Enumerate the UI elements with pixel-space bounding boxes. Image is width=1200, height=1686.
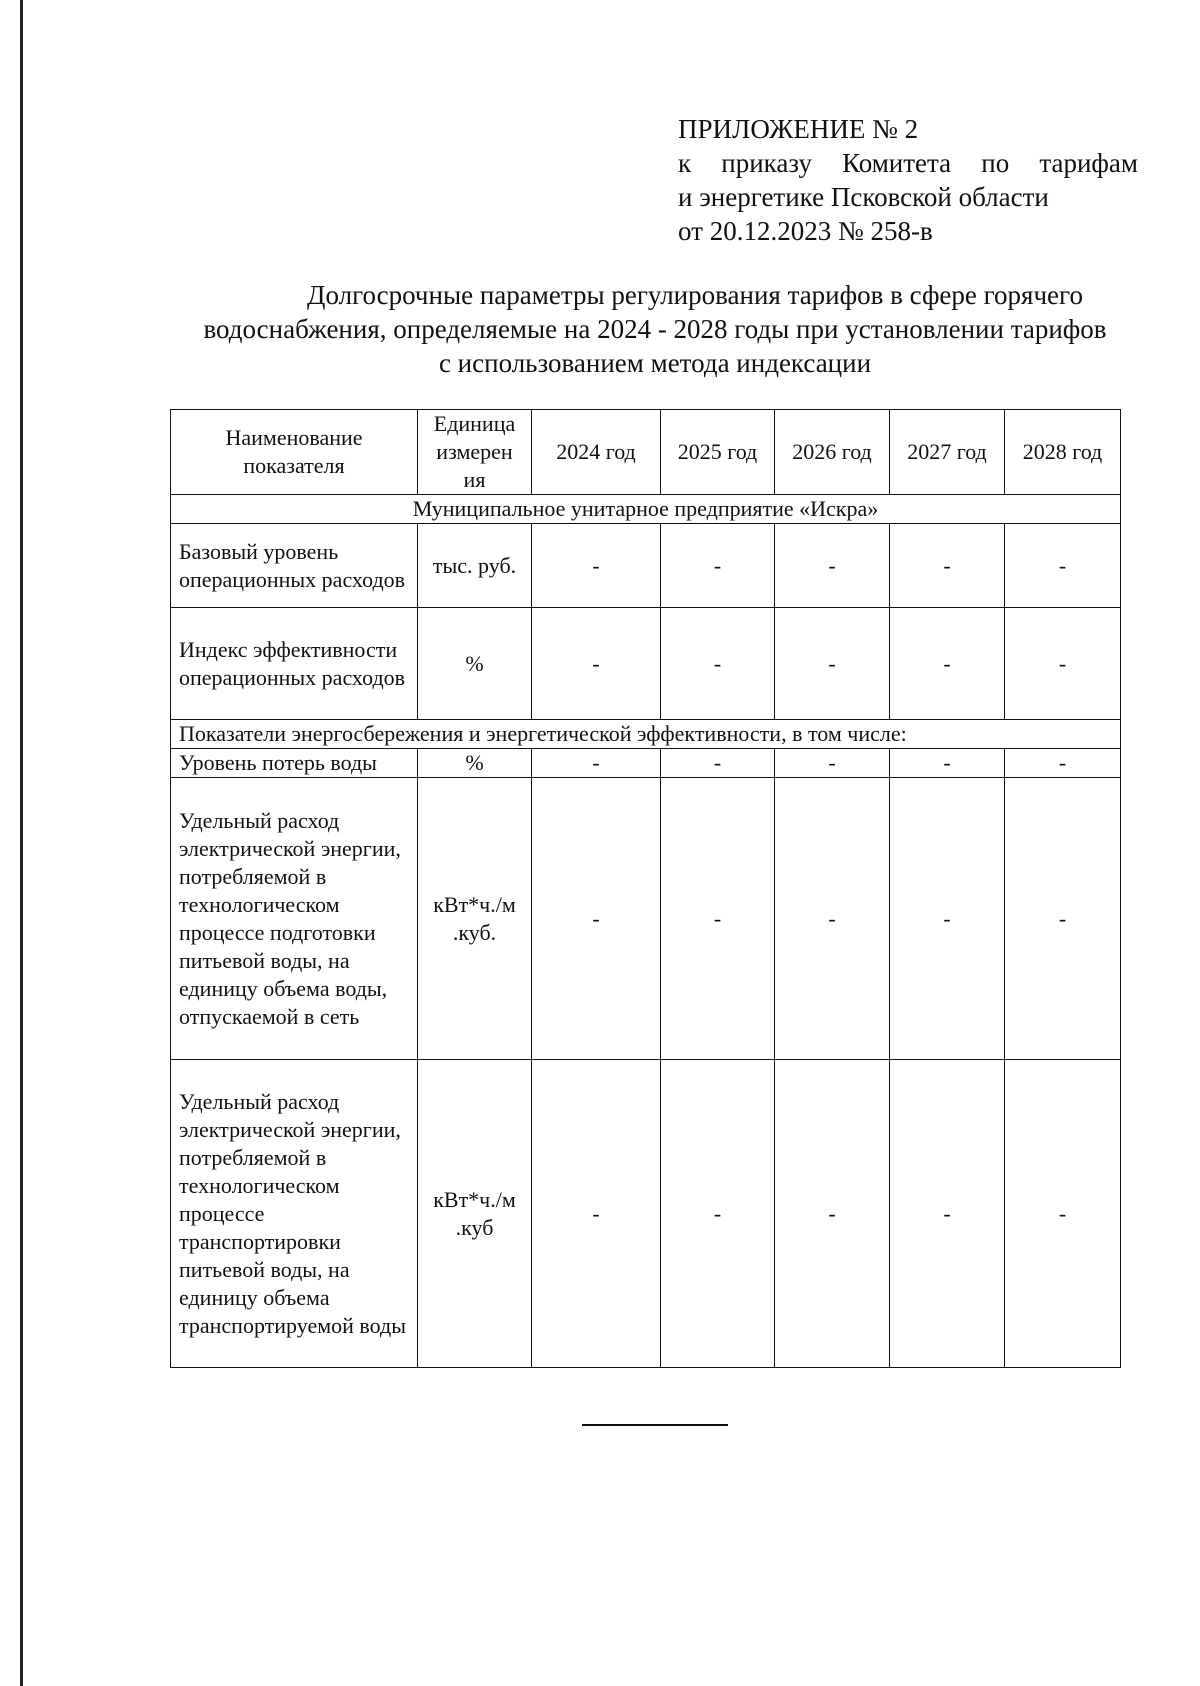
- row-value-2027: -: [890, 749, 1005, 778]
- row-value-2025: -: [661, 778, 775, 1060]
- row-value-2024: -: [532, 778, 661, 1060]
- header-year-2027: 2027 год: [890, 410, 1005, 495]
- row-value-2028: -: [1005, 778, 1121, 1060]
- row-value-2026: -: [775, 608, 890, 720]
- section-energy-indicators: Показатели энергосбережения и энергетической эффективности, в том числе:: [171, 720, 1121, 749]
- header-year-2026: 2026 год: [775, 410, 890, 495]
- row-value-2027: -: [890, 524, 1005, 608]
- row-value-2026: -: [775, 749, 890, 778]
- row-value-2028: -: [1005, 608, 1121, 720]
- row-value-2026: -: [775, 524, 890, 608]
- row-value-2025: -: [661, 749, 775, 778]
- appendix-committee: и энергетике Псковской области: [678, 182, 1049, 212]
- appendix-number: ПРИЛОЖЕНИЕ № 2: [678, 114, 919, 144]
- row-value-2027: -: [890, 1060, 1005, 1368]
- row-value-2028: -: [1005, 749, 1121, 778]
- row-value-2027: -: [890, 778, 1005, 1060]
- parameters-table: [170, 409, 1121, 1368]
- row-value-2028: -: [1005, 1060, 1121, 1368]
- table-row: [171, 608, 1121, 720]
- row-value-2024: -: [532, 524, 661, 608]
- header-unit: Единица измерен ия: [418, 410, 532, 495]
- row-value-2024: -: [532, 1060, 661, 1368]
- section-row-energy: [171, 720, 1121, 749]
- document-title: [175, 278, 1135, 380]
- row-name: Удельный расход электрической энергии, потребляемой в технологическом процессе подготовки питьевой воды, на единицу объема воды, отпускаемой в сеть: [171, 778, 418, 1060]
- table-row: [171, 524, 1121, 608]
- title-line-1: Долгосрочные параметры регулирования тарифов в сфере горячего: [307, 280, 1083, 310]
- row-name: Индекс эффективности операционных расходов: [171, 608, 418, 720]
- closing-rule: [582, 1424, 728, 1426]
- appendix-order-ref: к приказу Комитета по тарифам: [678, 148, 1138, 178]
- section-row-enterprise: [171, 495, 1121, 524]
- header-year-2024: 2024 год: [532, 410, 661, 495]
- appendix-date: от 20.12.2023 № 258-в: [678, 216, 933, 246]
- header-indicator-name: Наименование показателя: [171, 410, 418, 495]
- table-header-row: [171, 410, 1121, 495]
- appendix-header: [678, 112, 1138, 248]
- title-line-3: с использованием метода индексации: [438, 348, 872, 378]
- table-row: [171, 1060, 1121, 1368]
- header-year-2028: 2028 год: [1005, 410, 1121, 495]
- row-unit: %: [418, 608, 532, 720]
- row-value-2027: -: [890, 608, 1005, 720]
- row-unit: %: [418, 749, 532, 778]
- row-unit: тыс. руб.: [418, 524, 532, 608]
- row-name: Базовый уровень операционных расходов: [171, 524, 418, 608]
- row-unit: кВт*ч./м .куб: [418, 1060, 532, 1368]
- row-value-2025: -: [661, 608, 775, 720]
- row-value-2024: -: [532, 608, 661, 720]
- row-value-2024: -: [532, 749, 661, 778]
- row-value-2026: -: [775, 778, 890, 1060]
- row-value-2026: -: [775, 1060, 890, 1368]
- section-enterprise-name: Муниципальное унитарное предприятие «Искра»: [171, 495, 1121, 524]
- row-value-2025: -: [661, 524, 775, 608]
- table-row: [171, 778, 1121, 1060]
- page-binding-line: [20, 0, 23, 1686]
- row-name: Удельный расход электрической энергии, потребляемой в технологическом процессе транспортировки питьевой воды, на единицу объема транспортируемой воды: [171, 1060, 418, 1368]
- row-value-2025: -: [661, 1060, 775, 1368]
- header-year-2025: 2025 год: [661, 410, 775, 495]
- row-value-2028: -: [1005, 524, 1121, 608]
- table-row: [171, 749, 1121, 778]
- row-unit: кВт*ч./м .куб.: [418, 778, 532, 1060]
- row-name: Уровень потерь воды: [171, 749, 418, 778]
- title-line-2: водоснабжения, определяемые на 2024 - 2028 годы при установлении тарифов: [203, 314, 1107, 344]
